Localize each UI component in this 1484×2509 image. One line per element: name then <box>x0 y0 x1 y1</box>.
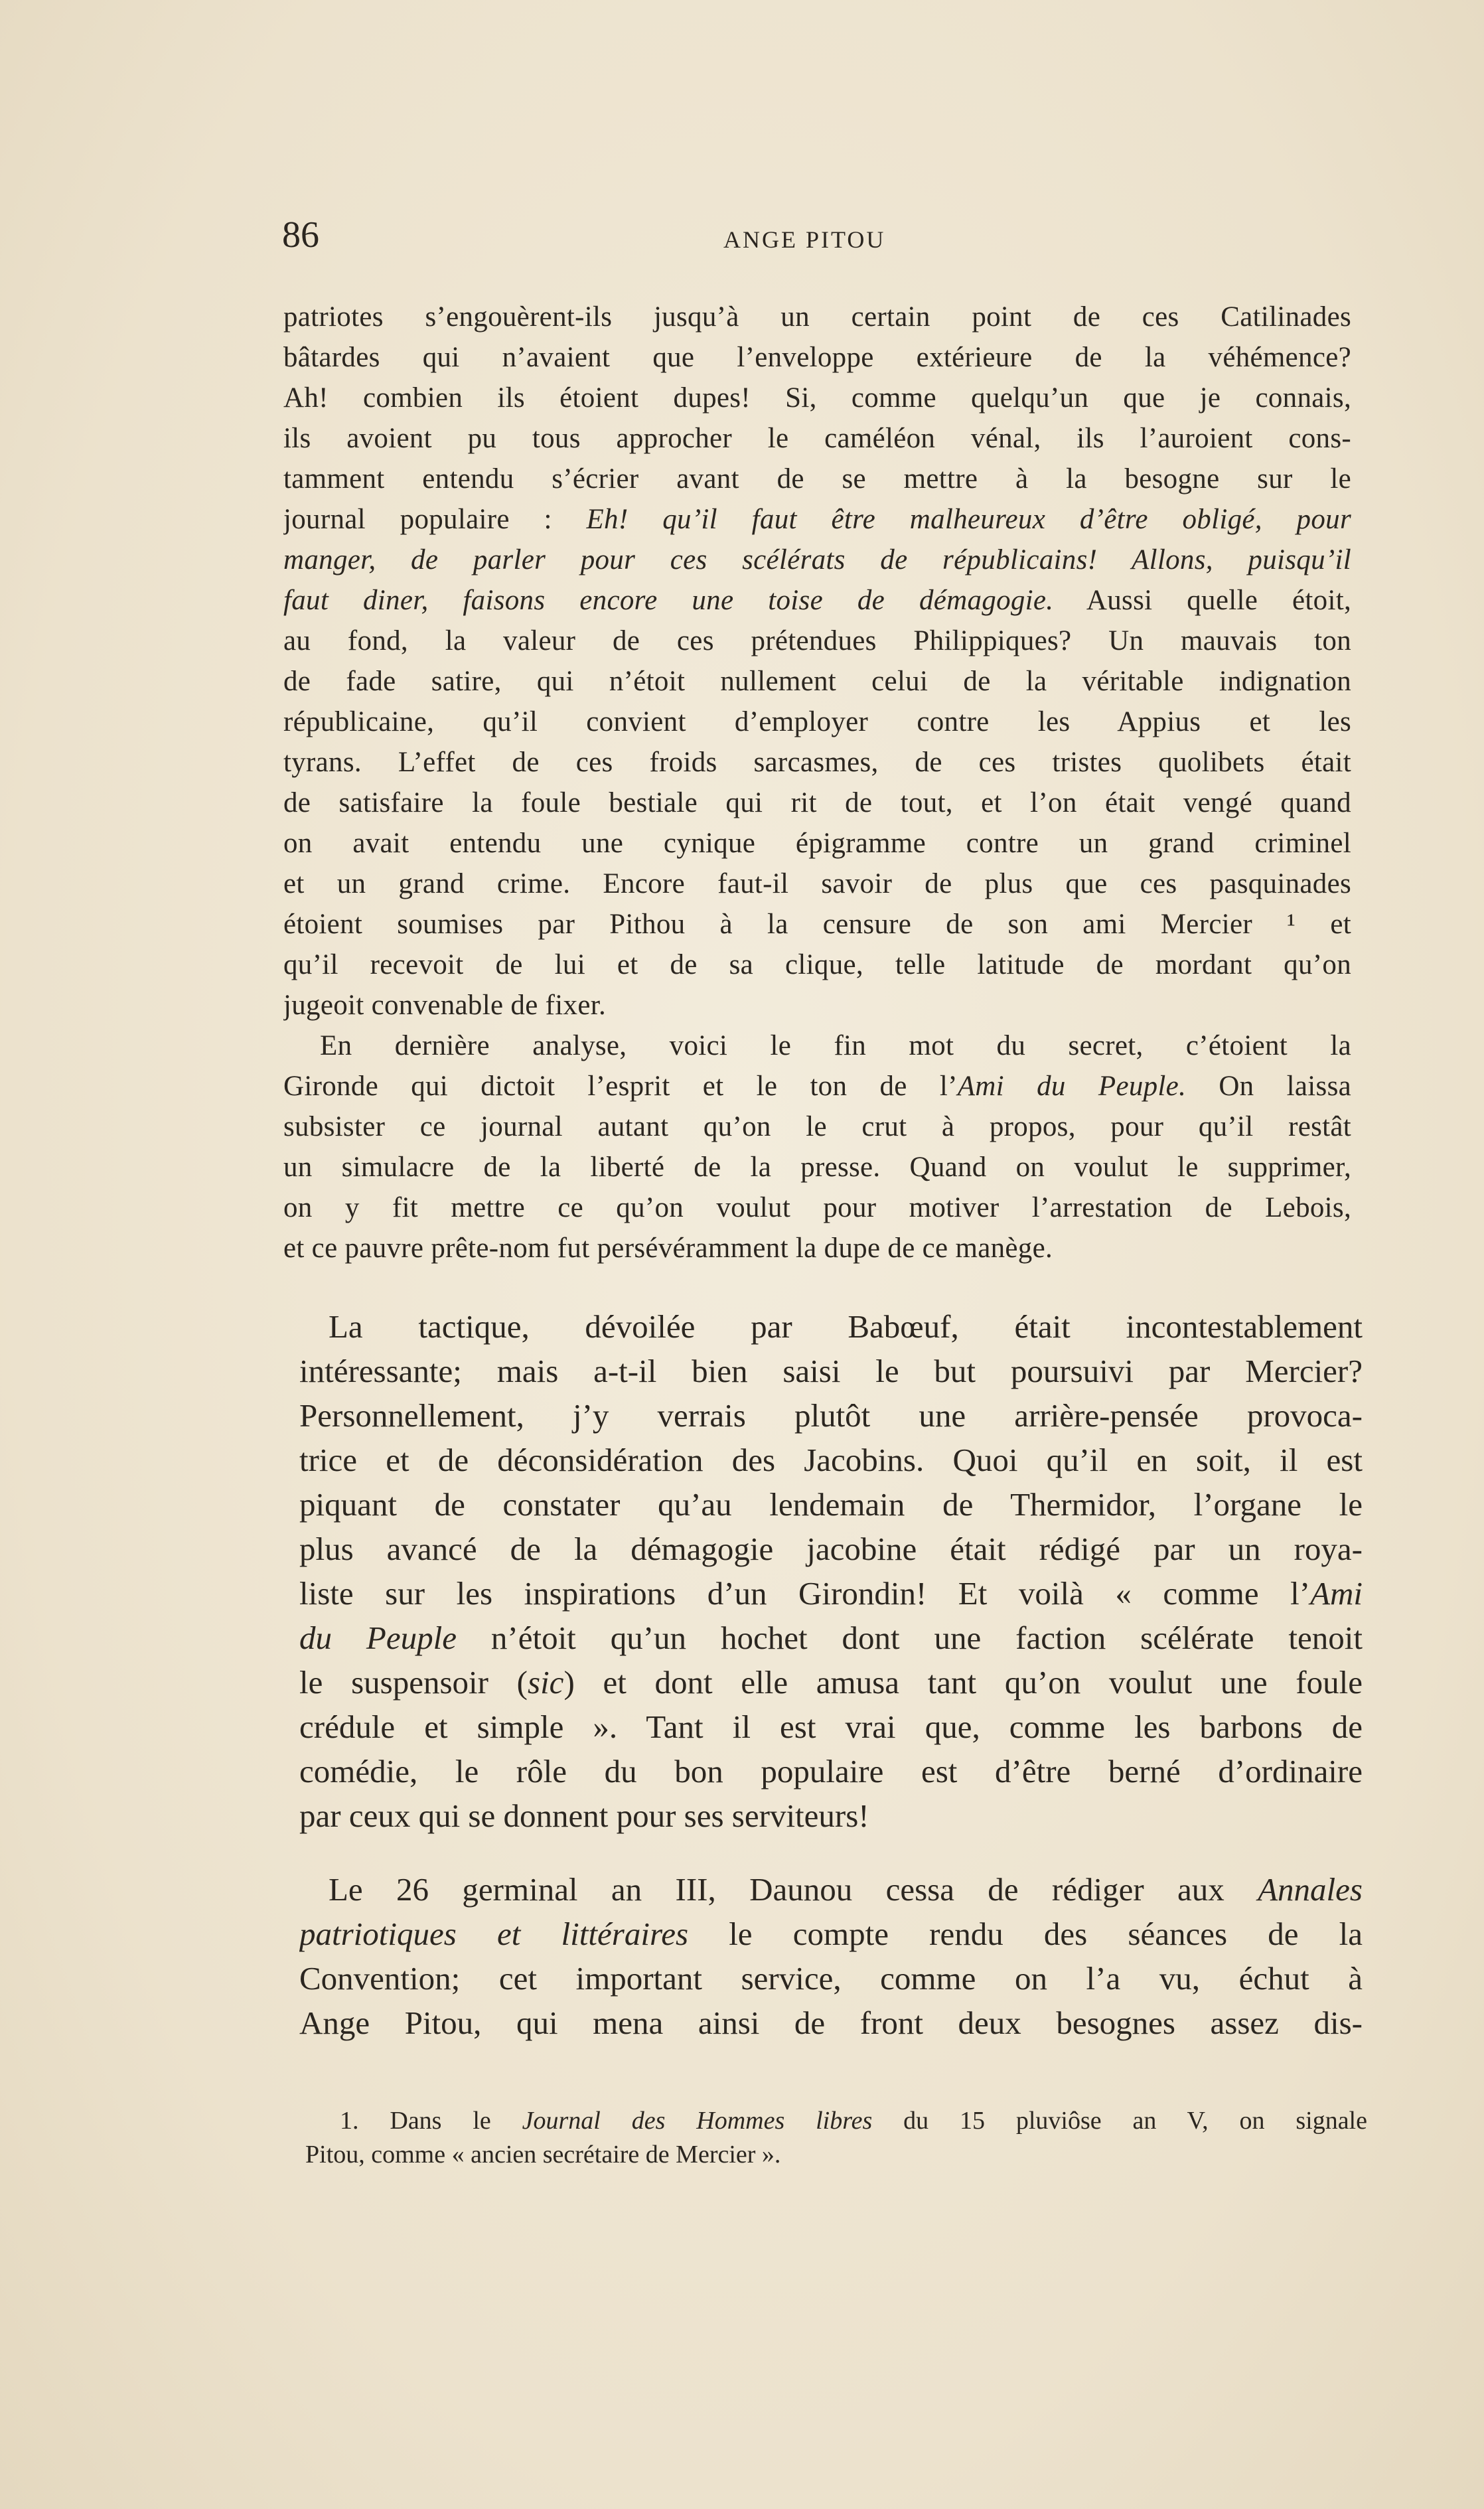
text-line <box>283 1147 1351 1187</box>
text-line <box>299 1438 1363 1482</box>
text-line <box>283 864 1351 904</box>
text-run: intéressante; mais a-t-il bien saisi le but poursuivi par Mercier? <box>299 1353 1363 1389</box>
text-run: et ce pauvre prête-nom fut persévéramment la dupe de ce manège. <box>283 1233 1053 1264</box>
text-line <box>283 418 1351 459</box>
italic-text: sic <box>528 1664 564 1701</box>
paragraph <box>299 1867 1363 2045</box>
quoted-passage <box>283 297 1351 1268</box>
text-run: liste sur les inspirations d’un Girondin! Et voilà « comme l’ <box>299 1575 1311 1612</box>
text-line <box>283 499 1351 540</box>
text-line <box>283 904 1351 945</box>
paragraph <box>305 2104 1367 2172</box>
paragraph <box>299 1304 1363 1838</box>
text-line <box>283 297 1351 337</box>
text-run: 1. Dans le <box>340 2107 522 2135</box>
text-line <box>283 1106 1351 1147</box>
text-line <box>299 1349 1363 1393</box>
text-line <box>299 1616 1363 1660</box>
text-run: tamment entendu s’écrier avant de se mettre à la besogne sur le <box>283 463 1351 494</box>
running-title: ANGE PITOU <box>723 226 886 253</box>
text-line <box>299 1482 1363 1527</box>
text-line <box>299 1393 1363 1438</box>
text-run: républicaine, qu’il convient d’employer contre les Appius et les <box>283 706 1351 737</box>
text-run: qu’il recevoit de lui et de sa clique, telle latitude de mordant qu’on <box>283 949 1351 980</box>
text-run: subsister ce journal autant qu’on le crut à propos, pour qu’il restât <box>283 1111 1351 1142</box>
italic-text: Eh! qu’il faut être malheureux d’être obligé, pour <box>586 504 1351 535</box>
italic-text: faut diner, faisons encore une toise de démagogie. <box>283 585 1054 616</box>
italic-text: manger, de parler pour ces scélérats de républicains! Allons, puisqu’il <box>283 544 1351 575</box>
text-line <box>305 2104 1367 2138</box>
text-line <box>299 1304 1363 1349</box>
text-run: La tactique, dévoilée par Babœuf, était incontestablement <box>329 1308 1363 1345</box>
text-run: comédie, le rôle du bon populaire est d’être berné d’ordinaire <box>299 1753 1363 1789</box>
paragraph <box>283 1026 1351 1268</box>
text-run: ils avoient pu tous approcher le caméléon vénal, ils l’auroient cons- <box>283 423 1351 454</box>
text-run: Aussi quelle étoit, <box>1053 585 1351 616</box>
text-run: n’étoit qu’un hochet dont une faction scélérate tenoit <box>456 1620 1363 1656</box>
footnote <box>305 2104 1367 2172</box>
text-run: plus avancé de la démagogie jacobine était rédigé par un roya- <box>299 1531 1363 1567</box>
text-run: Personnellement, j’y verrais plutôt une arrière-pensée provoca- <box>299 1397 1363 1434</box>
text-line <box>283 1228 1351 1268</box>
text-line <box>299 1660 1363 1705</box>
text-run: du 15 pluviôse an V, on signale <box>872 2107 1367 2135</box>
text-line <box>305 2138 1367 2172</box>
text-line <box>283 459 1351 499</box>
body-paragraph <box>299 1304 1363 1838</box>
text-line <box>283 1066 1351 1106</box>
text-run: En dernière analyse, voici le fin mot du secret, c’étoient la <box>320 1030 1351 1061</box>
page-number: 86 <box>282 214 319 256</box>
text-run: on y fit mettre ce qu’on voulut pour motiver l’arrestation de Lebois, <box>283 1192 1351 1223</box>
text-run: On laissa <box>1186 1071 1351 1102</box>
italic-text: Ami <box>1310 1575 1363 1612</box>
text-run: bâtardes qui n’avaient que l’enveloppe extérieure de la véhémence? <box>283 342 1351 373</box>
text-line <box>299 1793 1363 1838</box>
text-line <box>299 1705 1363 1749</box>
text-run: on avait entendu une cynique épigramme contre un grand criminel <box>283 828 1351 859</box>
text-run: Gironde qui dictoit l’esprit et le ton de l’ <box>283 1071 958 1102</box>
text-line <box>283 337 1351 378</box>
text-line <box>283 540 1351 580</box>
text-run: Ange Pitou, qui mena ainsi de front deux besognes assez dis- <box>299 2005 1363 2041</box>
text-run: Le 26 germinal an III, Daunou cessa de rédiger aux <box>329 1871 1258 1908</box>
text-line <box>283 702 1351 742</box>
italic-text: Annales <box>1258 1871 1363 1908</box>
text-line <box>283 378 1351 418</box>
italic-text: Journal des Hommes libres <box>522 2107 873 2135</box>
paragraph <box>283 297 1351 1026</box>
text-line <box>299 2001 1363 2045</box>
text-run: journal populaire : <box>283 504 587 535</box>
italic-text: patriotiques et littéraires <box>299 1916 689 1952</box>
text-line <box>299 1571 1363 1616</box>
text-run: piquant de constater qu’au lendemain de Thermidor, l’organe le <box>299 1486 1363 1523</box>
italic-text: du Peuple <box>299 1620 457 1656</box>
text-run: de satisfaire la foule bestiale qui rit de tout, et l’on était vengé quand <box>283 787 1351 818</box>
text-line <box>283 1187 1351 1228</box>
text-run: Ah! combien ils étoient dupes! Si, comme quelqu’un que je connais, <box>283 382 1351 414</box>
text-run: étoient soumises par Pithou à la censure de son ami Mercier ¹ et <box>283 909 1351 940</box>
text-run: Convention; cet important service, comme on l’a vu, échut à <box>299 1960 1363 1997</box>
text-line <box>283 945 1351 985</box>
text-run: tyrans. L’effet de ces froids sarcasmes, de ces tristes quolibets était <box>283 747 1351 778</box>
text-line <box>299 1867 1363 1912</box>
text-line <box>299 1912 1363 1956</box>
text-line <box>299 1527 1363 1571</box>
text-run: ) et dont elle amusa tant qu’on voulut une foule <box>563 1664 1363 1701</box>
text-run: patriotes s’engouèrent-ils jusqu’à un certain point de ces Catilinades <box>283 301 1351 333</box>
text-run: et un grand crime. Encore faut-il savoir de plus que ces pasquinades <box>283 868 1351 899</box>
text-run: le suspensoir ( <box>299 1664 528 1701</box>
text-line <box>283 985 1351 1026</box>
italic-text: Ami du Peuple. <box>957 1071 1187 1102</box>
text-run: au fond, la valeur de ces prétendues Philippiques? Un mauvais ton <box>283 625 1351 656</box>
text-run: Pitou, comme « ancien secrétaire de Mercier ». <box>305 2141 781 2168</box>
text-line <box>283 1026 1351 1066</box>
text-run: le compte rendu des séances de la <box>688 1916 1363 1952</box>
text-run: jugeoit convenable de fixer. <box>283 990 606 1021</box>
text-run: trice et de déconsidération des Jacobins. Quoi qu’il en soit, il est <box>299 1442 1363 1478</box>
text-line <box>283 661 1351 702</box>
text-run: par ceux qui se donnent pour ses serviteurs! <box>299 1797 869 1834</box>
text-line <box>283 742 1351 783</box>
body-paragraph-continued <box>299 1867 1363 2045</box>
text-run: de fade satire, qui n’étoit nullement celui de la véritable indignation <box>283 666 1351 697</box>
text-line <box>283 580 1351 621</box>
text-run: crédule et simple ». Tant il est vrai que, comme les barbons de <box>299 1709 1363 1745</box>
text-line <box>283 621 1351 661</box>
text-line <box>299 1956 1363 2001</box>
text-line <box>283 823 1351 864</box>
text-line <box>299 1749 1363 1793</box>
text-run: un simulacre de la liberté de la presse. Quand on voulut le supprimer, <box>283 1152 1351 1183</box>
text-line <box>283 783 1351 823</box>
